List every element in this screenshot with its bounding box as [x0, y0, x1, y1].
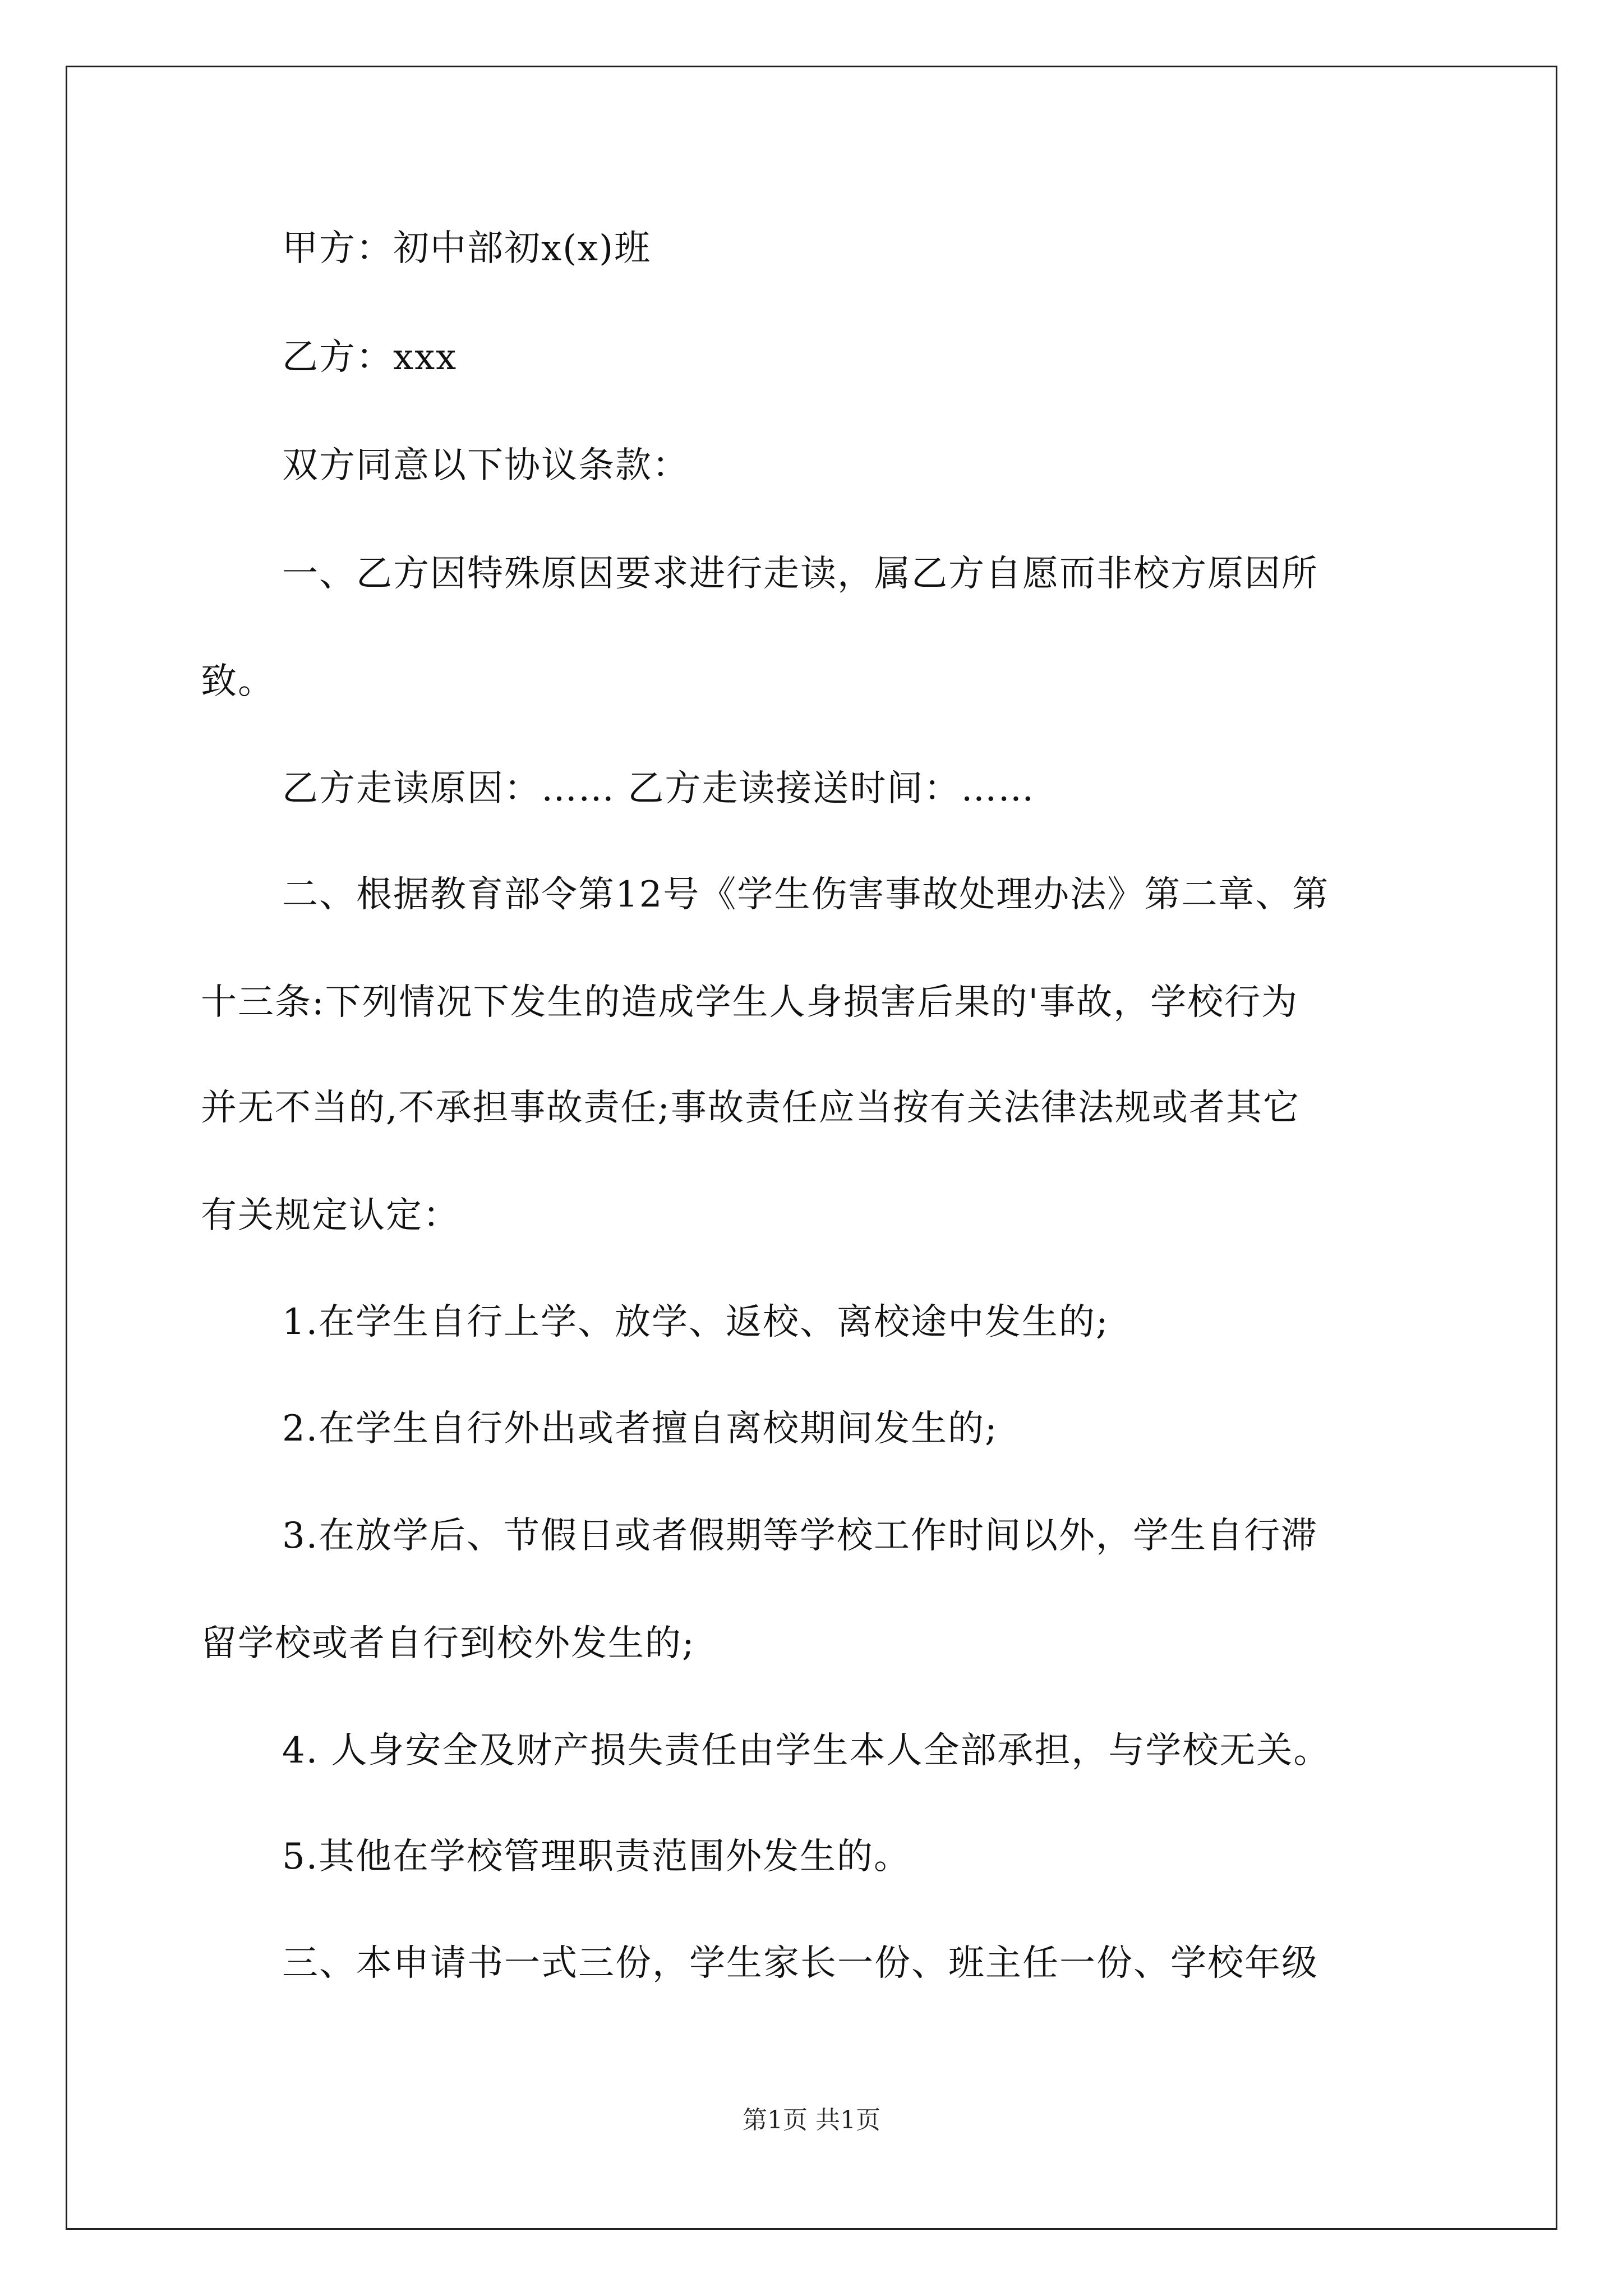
clause-2-line-4: 有关规定认定：: [201, 1195, 460, 1236]
agreement-intro: 双方同意以下协议条款：: [282, 445, 689, 486]
party-a-line: 甲方：初中部初x(x)班: [282, 228, 652, 269]
clause-3-line-1: 三、本申请书一式三份，学生家长一份、班主任一份、学校年级: [282, 1943, 1318, 1984]
clause-1-line-1: 一、乙方因特殊原因要求进行走读，属乙方自愿而非校方原因所: [282, 553, 1318, 595]
page-border: [66, 66, 1557, 2230]
commute-info-line: 乙方走读原因：…… 乙方走读接送时间：……: [282, 768, 1035, 809]
item-5: 5.其他在学校管理职责范围外发生的。: [282, 1836, 911, 1878]
item-1: 1.在学生自行上学、放学、返校、离校途中发生的;: [282, 1301, 1109, 1343]
item-3-line-2: 留学校或者自行到校外发生的;: [201, 1623, 695, 1664]
clause-2-line-3: 并无不当的,不承担事故责任;事故责任应当按有关法律法规或者其它: [201, 1087, 1300, 1129]
item-4: 4. 人身安全及财产损失责任由学生本人全部承担，与学校无关。: [282, 1730, 1331, 1772]
item-3-line-1: 3.在放学后、节假日或者假期等学校工作时间以外，学生自行滞: [282, 1515, 1318, 1557]
page-number: 第1页 共1页: [743, 2106, 880, 2134]
party-b-line: 乙方：xxx: [282, 337, 458, 378]
clause-2-line-1: 二、根据教育部令第12号《学生伤害事故处理办法》第二章、第: [282, 874, 1330, 915]
clause-1-line-2: 致。: [201, 661, 275, 702]
item-2: 2.在学生自行外出或者擅自离校期间发生的;: [282, 1408, 998, 1450]
clause-2-line-2: 十三条:下列情况下发生的造成学生人身损害后果的'事故，学校行为: [201, 982, 1299, 1023]
